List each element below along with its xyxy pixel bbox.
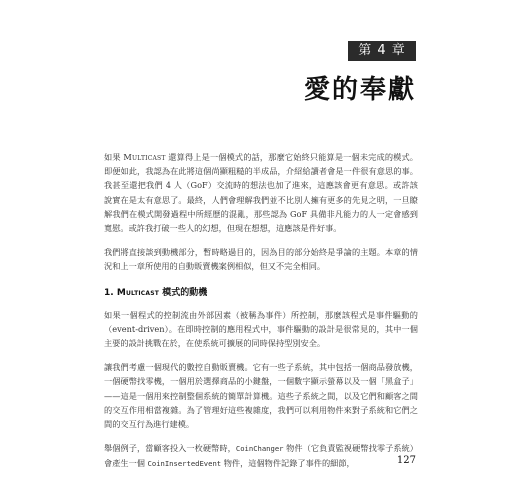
code-class-name: CoinChanger [235,444,284,454]
section-pattern-name: Multicast [116,287,160,298]
paragraph-text: 物件，這個物件記錄了事件的細節， [221,458,355,469]
paragraph-intro-1 [104,150,418,235]
section-number: 1. [104,287,114,298]
paragraph-text: 舉個例子，當顧客投入一枚硬幣時， [104,443,236,454]
paragraph-vending-machine: 讓我們考慮一個現代的數控自動販賣機。它有一些子系統，其中包括一個商品發放機，一個硬幣找零機，一個用於選擇商品的小鍵盤，一個數字顯示螢幕以及一個「黑盒子」——這是一個用來控制整個系統的簡單計算機。這些子系統之間，以及它們和顧客之間的交互作用相當複雜。為了管理好這些複雜度，我們可以利用物件來對子系統和它們之間的交互行為進行建模。 [104,362,418,430]
section-heading [104,286,418,300]
paragraph-text: 物件（它負責監視硬幣找零子系統）會產生一個 [104,443,418,469]
paragraph-text: 如果 [104,152,124,162]
chapter-title: 愛的奉獻 [303,75,416,105]
paragraph-event-driven: 如果一個程式的控制流由外部因素（被稱為事件）所控制，那麼該程式是事件驅動的（event-driven）。在即時控制的應用程式中，事件驅動的設計是很常見的，其中一個主要的設計挑戰在於，在使系統可擴展的同時保持型別安全。 [104,309,418,349]
page-number: 127 [396,455,416,466]
paragraph-coin-example [104,441,418,471]
body-text [104,150,418,482]
paragraph-intro-2: 我們將直接談到動機部分，暫時略過目的，因為目的部分始終是爭論的主題。本章的情況和上一章所使用的自動販賣機案例相似，但又不完全相同。 [104,247,418,272]
paragraph-text: 還算得上是一個模式的話，那麼它始終只能算是一個未完成的模式。即便如此，我認為在此將這個尚顯粗糙的半成品，介紹給讀者會是一件很有意思的事。我甚至還把我們 4 人（GoF）交流時的想法也加了進來，這應該會更有意思。或許該說實在是太有意思了。最終，人們會理解我們並不比別人擁有更多的先見之明，一旦瞭解我們在模式開發過程中所經歷的混亂，那些認為 GoF 具備非凡能力的人一定會感到寬慰。或許我打破一些人的幻想，但現在想想，這應該是件好事。 [104,152,418,234]
section-title-suffix: 模式的動機 [159,287,208,298]
pattern-name: Multicast [123,152,166,162]
chapter-label: 第 4 章 [348,41,416,61]
code-class-name: CoinInsertedEvent [147,459,222,469]
